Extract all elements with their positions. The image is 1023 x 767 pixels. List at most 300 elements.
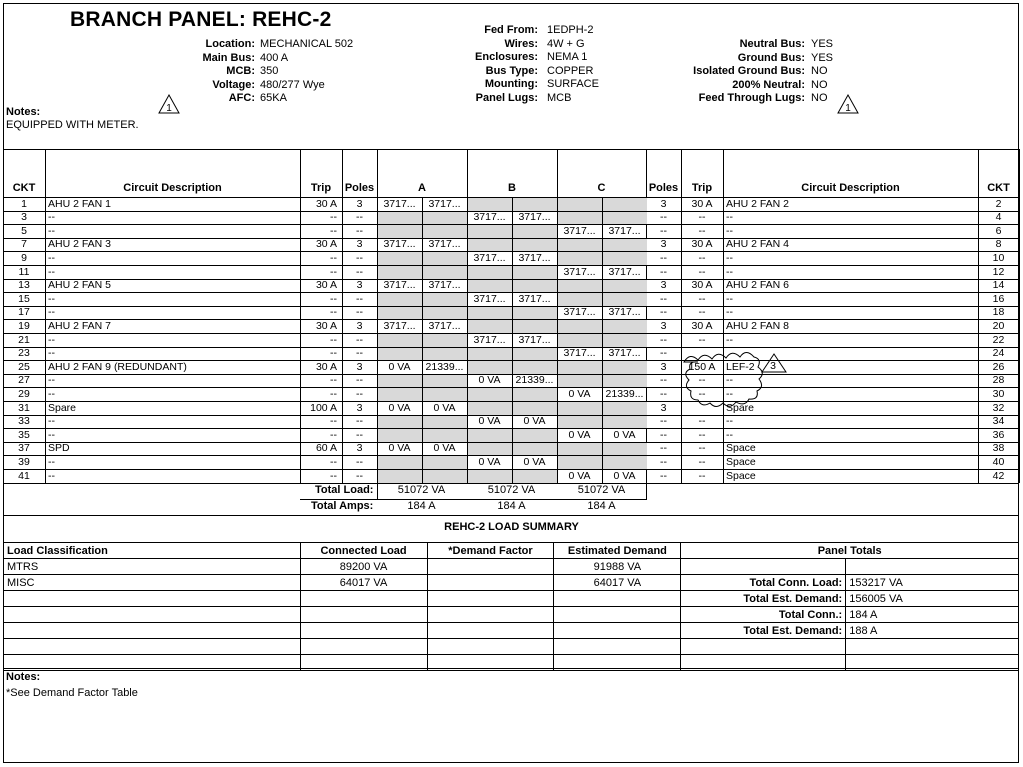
column-border [45, 149, 46, 483]
phase-load: 3717... [608, 347, 641, 360]
total-amps-c: 184 A [587, 500, 616, 512]
circuit-description: -- [48, 428, 55, 441]
poles: 3 [660, 401, 667, 414]
phase-load: 0 VA [523, 415, 546, 428]
header-ckt-left: CKT [12, 182, 36, 194]
right-info-labels [665, 38, 805, 106]
phase-load: 0 VA [388, 442, 411, 455]
poles: -- [660, 415, 667, 428]
trip-rating: -- [330, 224, 337, 237]
summary-row [4, 575, 1019, 591]
connected-load: 89200 VA [300, 559, 427, 575]
ckt-number: 30 [992, 387, 1005, 400]
info-value: 400 A [260, 51, 289, 64]
phase-load: 0 VA [568, 469, 591, 482]
header-poles-left: Poles [344, 182, 375, 194]
poles: 3 [660, 279, 667, 292]
header-poles-right: Poles [648, 182, 679, 194]
ckt-number: 5 [21, 224, 27, 237]
phase-load: 0 VA [478, 455, 501, 468]
info-value: MCB [547, 91, 572, 104]
info-value: 350 [260, 65, 279, 77]
trip-rating: -- [698, 251, 706, 264]
total-load-a: 51072 VA [397, 484, 446, 496]
summary-header: Load Classification [4, 543, 301, 559]
demand-factor [427, 591, 554, 607]
poles: 3 [660, 238, 667, 251]
total-amps-label: Total Amps: [311, 500, 374, 512]
revision-cloud-mark: 3 [770, 360, 776, 372]
info-label: Neutral Bus: [739, 38, 805, 50]
info-label: Wires: [504, 37, 538, 50]
trip-rating: 150 A [688, 360, 716, 373]
phase-sub-divider [512, 197, 513, 483]
phase-load: 0 VA [433, 401, 456, 414]
info-label: Location: [205, 38, 255, 50]
phase-load: 3717... [518, 211, 551, 224]
trip-rating: 30 A [315, 238, 337, 251]
phase-load: 0 VA [388, 401, 411, 414]
circuit-description: -- [726, 251, 733, 264]
trip-rating: -- [698, 442, 706, 455]
ckt-number: 42 [992, 469, 1005, 482]
phase-load: 3717... [428, 279, 461, 292]
panel-total-value [846, 639, 1019, 655]
phase-sub-divider [422, 197, 423, 483]
poles: -- [660, 211, 667, 224]
panel-total-label: Total Est. Demand: [681, 591, 846, 607]
ckt-number: 35 [18, 428, 30, 441]
panel-total-value: 184 A [846, 607, 1019, 623]
poles: -- [660, 333, 667, 346]
estimated-demand [554, 607, 681, 623]
poles: -- [660, 292, 667, 305]
header-phase-a: A [418, 182, 426, 194]
circuit-description: -- [726, 387, 733, 400]
phase-load: 3717... [518, 333, 551, 346]
ckt-number: 28 [992, 374, 1005, 387]
trip-rating: 100 A [310, 401, 337, 414]
phase-load: 3717... [473, 251, 506, 264]
trip-rating: -- [698, 387, 706, 400]
phase-load: 21339... [605, 387, 644, 400]
ckt-number: 3 [21, 211, 27, 224]
circuit-description: -- [726, 374, 733, 387]
header-desc-right: Circuit Description [801, 182, 900, 194]
phase-load: 0 VA [613, 469, 636, 482]
estimated-demand [554, 623, 681, 639]
trip-rating: -- [698, 265, 706, 278]
ckt-number: 7 [21, 238, 27, 251]
circuit-description: AHU 2 FAN 7 [48, 319, 112, 332]
info-value: YES [811, 38, 834, 50]
summary-row [4, 639, 1019, 655]
trip-rating: -- [330, 251, 337, 264]
trip-rating: -- [698, 306, 706, 319]
phase-load: 3717... [383, 279, 416, 292]
phase-load: 21339... [515, 374, 554, 387]
ckt-number: 26 [992, 360, 1005, 373]
phase-load: 0 VA [478, 415, 501, 428]
poles: -- [660, 428, 667, 441]
ckt-number: 18 [992, 306, 1005, 319]
poles: -- [356, 415, 363, 428]
circuit-description: LEF-2 [726, 360, 755, 373]
poles: -- [356, 469, 363, 482]
phase-load: 0 VA [433, 442, 456, 455]
info-value: SURFACE [547, 78, 599, 90]
trip-rating: -- [330, 333, 337, 346]
poles: 3 [660, 319, 667, 332]
load-classification [4, 607, 301, 623]
ckt-number: 39 [18, 455, 30, 468]
poles: -- [356, 387, 363, 400]
load-classification: MISC [4, 575, 301, 591]
poles: -- [660, 442, 667, 455]
circuit-description: Spare [726, 401, 755, 414]
header-ckt-right: CKT [987, 182, 1010, 194]
phase-load: 3717... [473, 333, 506, 346]
info-label: Bus Type: [485, 64, 538, 77]
circuit-description: -- [726, 333, 733, 346]
summary-notes-label: Notes: [6, 671, 41, 683]
page-title: BRANCH PANEL: REHC-2 [70, 8, 332, 31]
revision-mark: 1 [845, 103, 851, 114]
circuit-description: -- [726, 265, 733, 278]
column-border [723, 149, 724, 483]
trip-rating: 30 A [315, 319, 337, 332]
load-classification [4, 639, 301, 655]
poles: -- [660, 374, 667, 387]
load-summary-title: REHC-2 LOAD SUMMARY [444, 521, 579, 533]
ckt-number: 34 [992, 415, 1005, 428]
revision-cloud-icon [674, 350, 794, 410]
revision-mark: 1 [166, 103, 172, 114]
info-value: NO [811, 78, 828, 91]
load-classification: MTRS [4, 559, 301, 575]
info-value: NO [811, 92, 828, 104]
phase-load: 0 VA [523, 455, 546, 468]
phase-load: 0 VA [568, 387, 591, 400]
phase-load: 0 VA [568, 428, 591, 441]
info-label: Isolated Ground Bus: [693, 65, 805, 77]
summary-row [4, 591, 1019, 607]
circuit-description: -- [48, 306, 55, 319]
poles: 3 [356, 442, 363, 455]
phase-load: 3717... [608, 306, 641, 319]
phase-load: 0 VA [613, 428, 636, 441]
trip-rating: 30 A [691, 279, 713, 292]
demand-factor [427, 559, 554, 575]
summary-header-row [4, 543, 1019, 559]
trip-rating: 30 A [315, 279, 337, 292]
poles: -- [660, 251, 667, 264]
ckt-number: 11 [18, 265, 30, 278]
load-classification [4, 623, 301, 639]
demand-factor [427, 575, 554, 591]
ckt-number: 21 [18, 333, 30, 346]
summary-row [4, 607, 1019, 623]
info-value: 480/277 Wye [260, 78, 325, 91]
panel-total-value: 188 A [846, 623, 1019, 639]
poles: -- [356, 224, 363, 237]
phase-load: 3717... [383, 197, 416, 210]
circuit-description: -- [48, 347, 55, 360]
summary-header: Connected Load [300, 543, 427, 559]
trip-rating: -- [330, 211, 337, 224]
circuit-description: AHU 2 FAN 3 [48, 238, 112, 251]
trip-rating: 60 A [315, 442, 337, 455]
column-border [1019, 149, 1020, 483]
info-value: 1EDPH-2 [547, 24, 594, 36]
circuit-description: -- [48, 469, 55, 482]
poles: -- [356, 306, 363, 319]
info-label: Main Bus: [202, 51, 255, 64]
revision-triangle-icon [837, 94, 859, 114]
demand-factor [427, 607, 554, 623]
phase-load: 3717... [428, 197, 461, 210]
trip-rating: -- [698, 428, 706, 441]
ckt-number: 38 [992, 442, 1005, 455]
connected-load [300, 639, 427, 655]
phase-load: 3717... [563, 224, 596, 237]
ckt-number: 14 [992, 279, 1005, 292]
poles: -- [660, 347, 667, 360]
circuit-description: -- [726, 211, 733, 224]
load-classification [4, 591, 301, 607]
poles: -- [660, 265, 667, 278]
trip-rating: -- [698, 224, 706, 237]
ckt-number: 25 [18, 360, 30, 373]
circuit-description: Space [726, 455, 756, 468]
poles: -- [660, 224, 667, 237]
phase-load: 3717... [563, 265, 596, 278]
ckt-number: 41 [18, 469, 30, 482]
ckt-number: 33 [18, 415, 30, 428]
panel-total-label [681, 639, 846, 655]
ckt-number: 16 [992, 292, 1005, 305]
trip-rating: 30 A [691, 197, 713, 210]
circuit-description: SPD [48, 442, 70, 455]
estimated-demand [554, 591, 681, 607]
ckt-number: 13 [18, 279, 30, 292]
panel-total-label: Total Conn.: [681, 607, 846, 623]
ckt-number: 10 [992, 251, 1005, 264]
info-value: YES [811, 51, 834, 64]
circuit-description: AHU 2 FAN 9 (REDUNDANT) [48, 360, 187, 373]
estimated-demand: 64017 VA [554, 575, 681, 591]
ckt-number: 31 [18, 401, 30, 414]
circuit-description: -- [726, 428, 733, 441]
panel-total-value: 153217 VA [846, 575, 1019, 591]
circuit-description: Space [726, 442, 756, 455]
section-divider [3, 515, 1019, 516]
trip-rating: -- [698, 469, 706, 482]
panel-total-label: Total Conn. Load: [681, 575, 846, 591]
phase-load: 21339... [425, 360, 464, 373]
info-value: 4W + G [547, 37, 585, 50]
poles: 3 [356, 319, 363, 332]
ckt-number: 37 [18, 442, 30, 455]
connected-load: 64017 VA [300, 575, 427, 591]
panel-total-label: Total Est. Demand: [681, 623, 846, 639]
phase-load: 3717... [608, 224, 641, 237]
ckt-number: 9 [21, 251, 27, 264]
phase-load: 3717... [518, 251, 551, 264]
ckt-number: 8 [995, 238, 1002, 251]
circuit-description: AHU 2 FAN 4 [726, 238, 790, 251]
header-notes-label: Notes: [6, 106, 41, 118]
mid-info-labels [430, 24, 538, 105]
phase-sub-divider [602, 197, 603, 483]
trip-rating: -- [698, 415, 706, 428]
poles: -- [356, 265, 363, 278]
trip-rating: 30 A [691, 238, 713, 251]
ckt-number: 27 [18, 374, 30, 387]
phase-load: 3717... [518, 292, 551, 305]
phase-load: 3717... [383, 238, 416, 251]
estimated-demand: 91988 VA [554, 559, 681, 575]
ckt-number: 15 [18, 292, 30, 305]
trip-rating: -- [330, 387, 337, 400]
load-summary-table [3, 542, 1019, 671]
circuit-description: AHU 2 FAN 6 [726, 279, 790, 292]
info-value: NEMA 1 [547, 51, 588, 63]
trip-rating: -- [330, 428, 337, 441]
poles: -- [660, 306, 667, 319]
phase-load: 0 VA [478, 374, 501, 387]
trip-rating: -- [698, 292, 706, 305]
trip-rating: 30 A [691, 319, 713, 332]
poles: 3 [660, 197, 667, 210]
panel-total-label [681, 559, 846, 575]
demand-factor [427, 639, 554, 655]
total-load-c: 51072 VA [577, 484, 626, 496]
info-label: Enclosures: [475, 51, 538, 63]
summary-row [4, 623, 1019, 639]
phase-load: 3717... [428, 319, 461, 332]
info-label: Mounting: [484, 78, 538, 90]
poles: -- [356, 455, 363, 468]
ckt-number: 22 [992, 333, 1005, 346]
ckt-number: 17 [18, 306, 30, 319]
poles: 3 [356, 360, 363, 373]
phase-load: 3717... [473, 292, 506, 305]
circuit-description: -- [48, 455, 55, 468]
circuit-description: AHU 2 FAN 2 [726, 197, 790, 210]
circuit-description: -- [48, 292, 55, 305]
circuit-description: Spare [48, 401, 77, 414]
info-label: AFC: [228, 92, 255, 104]
circuit-description: -- [48, 415, 55, 428]
totals-border [646, 483, 647, 499]
connected-load [300, 591, 427, 607]
total-amps-b: 184 A [497, 500, 526, 512]
circuit-description: AHU 2 FAN 8 [726, 319, 790, 332]
poles: 3 [356, 401, 363, 414]
trip-rating: -- [330, 374, 337, 387]
ckt-number: 29 [18, 387, 30, 400]
poles: -- [356, 251, 363, 264]
poles: -- [660, 469, 667, 482]
revision-triangle-icon [158, 94, 180, 114]
trip-rating: -- [330, 469, 337, 482]
ckt-number: 19 [18, 319, 30, 332]
circuit-description: Space [726, 469, 756, 482]
phase-load: 0 VA [388, 360, 411, 373]
circuit-description: -- [48, 374, 55, 387]
summary-header: *Demand Factor [427, 543, 554, 559]
circuit-description: -- [726, 224, 733, 237]
ckt-number: 32 [992, 401, 1005, 414]
ckt-number: 1 [21, 197, 27, 210]
info-label: Panel Lugs: [475, 91, 538, 104]
trip-rating: -- [330, 347, 337, 360]
info-value: COPPER [547, 64, 594, 77]
trip-rating: 30 A [315, 197, 337, 210]
info-label: MCB: [226, 65, 255, 77]
phase-load: 3717... [428, 238, 461, 251]
table-top-border [3, 149, 1019, 150]
poles: 3 [356, 197, 363, 210]
poles: -- [356, 428, 363, 441]
trip-rating: -- [330, 415, 337, 428]
total-load-b: 51072 VA [487, 484, 536, 496]
circuit-description: -- [48, 333, 55, 346]
trip-rating: -- [330, 292, 337, 305]
circuit-description: -- [48, 265, 55, 278]
trip-rating: -- [698, 211, 706, 224]
trip-rating: -- [698, 455, 706, 468]
poles: 3 [356, 238, 363, 251]
poles: 3 [356, 279, 363, 292]
poles: -- [356, 333, 363, 346]
info-label: 200% Neutral: [732, 78, 805, 91]
summary-header-panel-totals: Panel Totals [681, 543, 1019, 559]
ckt-number: 6 [995, 224, 1002, 237]
circuit-description: -- [48, 224, 55, 237]
phase-load: 3717... [383, 319, 416, 332]
ckt-number: 12 [992, 265, 1005, 278]
total-load-label: Total Load: [315, 484, 374, 496]
phase-load: 3717... [473, 211, 506, 224]
mid-info-values [547, 24, 667, 105]
ckt-number: 40 [992, 455, 1005, 468]
connected-load [300, 607, 427, 623]
header-trip-right: Trip [691, 182, 713, 194]
ckt-number: 24 [992, 347, 1005, 360]
phase-load: 3717... [608, 265, 641, 278]
ckt-number: 20 [992, 319, 1005, 332]
info-label: Feed Through Lugs: [698, 92, 805, 104]
poles: -- [356, 292, 363, 305]
poles: -- [660, 455, 667, 468]
poles: -- [356, 374, 363, 387]
header-desc-left: Circuit Description [123, 182, 222, 194]
circuit-description: AHU 2 FAN 1 [48, 197, 112, 210]
trip-rating: -- [698, 333, 706, 346]
info-value: 65KA [260, 92, 287, 104]
summary-header: Estimated Demand [554, 543, 681, 559]
header-phase-b: B [508, 182, 516, 194]
trip-rating: -- [698, 374, 706, 387]
info-value: NO [811, 65, 828, 77]
ckt-number: 23 [18, 347, 30, 360]
header-notes-text: EQUIPPED WITH METER. [6, 119, 139, 131]
circuit-description: -- [726, 292, 733, 305]
left-info-values [260, 38, 400, 106]
circuit-description: -- [48, 387, 55, 400]
